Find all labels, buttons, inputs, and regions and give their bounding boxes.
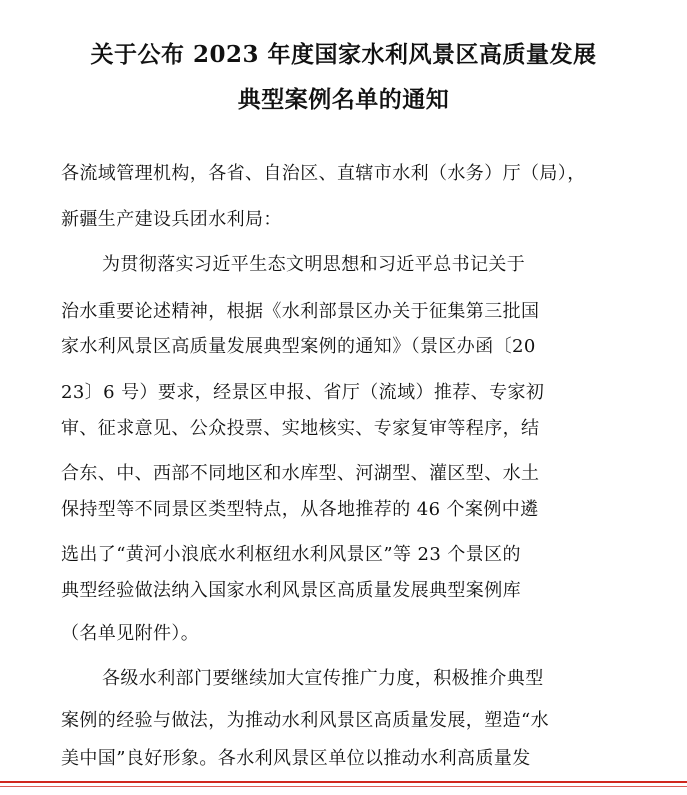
body-line-5: 审、征求意见、公众投票、实地核实、专家复审等程序，结 — [61, 418, 540, 439]
addressee-line-2: 新疆生产建设兵团水利局： — [61, 209, 282, 230]
body-line-1: 为贯彻落实习近平生态文明思想和习近平总书记关于 — [102, 254, 526, 275]
document-title-line-1: 关于公布 2023 年度国家水利风景区高质量发展 — [90, 41, 597, 68]
red-rule — [0, 781, 687, 783]
body-line-4: 23〕6 号）要求，经景区申报、省厅（流域）推荐、专家初 — [61, 382, 545, 403]
body-line-12: 案例的经验与做法，为推动水利风景区高质量发展，塑造“水 — [61, 710, 549, 731]
addressee-line-1: 各流域管理机构，各省、自治区、直辖市水利（水务）厅（局）， — [61, 163, 586, 184]
body-line-6: 合东、中、西部不同地区和水库型、河湖型、灌区型、水土 — [61, 463, 540, 484]
body-line-2: 治水重要论述精神，根据《水利部景区办关于征集第三批国 — [61, 301, 540, 322]
body-line-11: 各级水利部门要继续加大宣传推广力度，积极推介典型 — [102, 668, 544, 689]
red-rule-secondary — [0, 786, 687, 787]
body-line-3: 家水利风景区高质量发展典型案例的通知》（景区办函〔20 — [61, 336, 536, 357]
body-line-9: 典型经验做法纳入国家水利风景区高质量发展典型案例库 — [61, 580, 521, 601]
body-line-7: 保持型等不同景区类型特点，从各地推荐的 46 个案例中遴 — [61, 499, 539, 520]
document-title-line-2: 典型案例名单的通知 — [237, 86, 450, 113]
body-line-13: 美中国”良好形象。各水利风景区单位以推动水利高质量发 — [61, 748, 531, 769]
body-line-8: 选出了“黄河小浪底水利枢纽水利风景区”等 23 个景区的 — [61, 544, 521, 565]
body-line-10: （名单见附件）。 — [61, 623, 200, 644]
